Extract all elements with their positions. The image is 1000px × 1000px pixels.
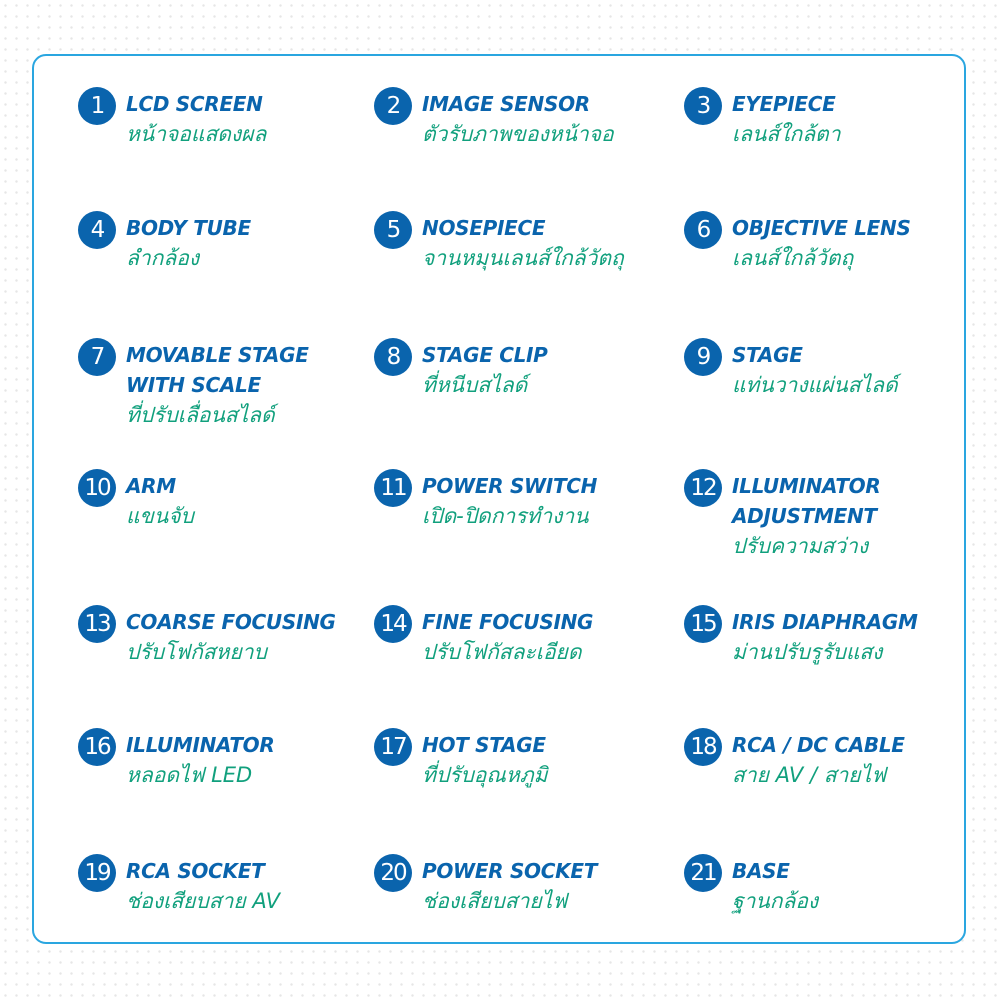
item-subtitle: ช่องเสียบสายไฟ bbox=[422, 889, 568, 913]
item-subtitle: เลนส์ใกล้วัตถุ bbox=[732, 246, 854, 270]
item-subtitle: ที่ปรับเลื่อนสไลด์ bbox=[126, 403, 275, 427]
item-title: LCD SCREEN bbox=[126, 92, 263, 116]
number-badge: 15 bbox=[684, 605, 722, 643]
number-badge: 13 bbox=[78, 605, 116, 643]
number-badge: 12 bbox=[684, 469, 722, 507]
number-badge: 17 bbox=[374, 728, 412, 766]
item-title: OBJECTIVE LENS bbox=[732, 216, 911, 240]
item-title: POWER SWITCH bbox=[422, 474, 598, 498]
item-subtitle: ฐานกล้อง bbox=[732, 889, 819, 913]
item-title: STAGE bbox=[732, 343, 803, 367]
item-subtitle: ที่หนีบสไลด์ bbox=[422, 373, 528, 397]
item-title: NOSEPIECE bbox=[422, 216, 546, 240]
item-subtitle: ที่ปรับอุณหภูมิ bbox=[422, 763, 548, 787]
item-subtitle: ตัวรับภาพของหน้าจอ bbox=[422, 122, 614, 146]
item-subtitle: สาย AV / สายไฟ bbox=[732, 763, 887, 787]
item-title: POWER SOCKET bbox=[422, 859, 598, 883]
item-title: ILLUMINATOR ADJUSTMENT bbox=[732, 474, 881, 528]
number-badge: 21 bbox=[684, 854, 722, 892]
item-subtitle: จานหมุนเลนส์ใกล้วัตถุ bbox=[422, 246, 624, 270]
number-badge: 10 bbox=[78, 469, 116, 507]
item-subtitle: แขนจับ bbox=[126, 504, 194, 528]
number-badge: 19 bbox=[78, 854, 116, 892]
item-subtitle: หลอดไฟ LED bbox=[126, 763, 253, 787]
item-subtitle: ช่องเสียบสาย AV bbox=[126, 889, 281, 913]
item-subtitle: เลนส์ใกล้ตา bbox=[732, 122, 841, 146]
item-title: FINE FOCUSING bbox=[422, 610, 594, 634]
item-title: HOT STAGE bbox=[422, 733, 546, 757]
item-subtitle: ปรับความสว่าง bbox=[732, 534, 869, 558]
number-badge: 14 bbox=[374, 605, 412, 643]
item-subtitle: เปิด-ปิดการทำงาน bbox=[422, 504, 589, 528]
number-badge: 4 bbox=[78, 211, 116, 249]
item-title: BODY TUBE bbox=[126, 216, 251, 240]
number-badge: 18 bbox=[684, 728, 722, 766]
item-title: RCA / DC CABLE bbox=[732, 733, 905, 757]
item-subtitle: แท่นวางแผ่นสไลด์ bbox=[732, 373, 898, 397]
number-badge: 5 bbox=[374, 211, 412, 249]
item-subtitle: ม่านปรับรูรับแสง bbox=[732, 640, 883, 664]
number-badge: 9 bbox=[684, 338, 722, 376]
item-title: ARM bbox=[126, 474, 176, 498]
item-title: MOVABLE STAGE WITH SCALE bbox=[126, 343, 309, 397]
item-title: COARSE FOCUSING bbox=[126, 610, 336, 634]
number-badge: 6 bbox=[684, 211, 722, 249]
number-badge: 20 bbox=[374, 854, 412, 892]
item-title: BASE bbox=[732, 859, 790, 883]
number-badge: 3 bbox=[684, 87, 722, 125]
item-subtitle: ปรับโฟกัสละเอียด bbox=[422, 640, 582, 664]
number-badge: 11 bbox=[374, 469, 412, 507]
number-badge: 1 bbox=[78, 87, 116, 125]
item-title: IMAGE SENSOR bbox=[422, 92, 590, 116]
item-title: EYEPIECE bbox=[732, 92, 836, 116]
number-badge: 8 bbox=[374, 338, 412, 376]
item-subtitle: หน้าจอแสดงผล bbox=[126, 122, 267, 146]
number-badge: 7 bbox=[78, 338, 116, 376]
item-title: RCA SOCKET bbox=[126, 859, 265, 883]
item-title: ILLUMINATOR bbox=[126, 733, 275, 757]
item-title: IRIS DIAPHRAGM bbox=[732, 610, 918, 634]
item-subtitle: ลำกล้อง bbox=[126, 246, 200, 270]
item-subtitle: ปรับโฟกัสหยาบ bbox=[126, 640, 267, 664]
number-badge: 2 bbox=[374, 87, 412, 125]
number-badge: 16 bbox=[78, 728, 116, 766]
item-title: STAGE CLIP bbox=[422, 343, 548, 367]
